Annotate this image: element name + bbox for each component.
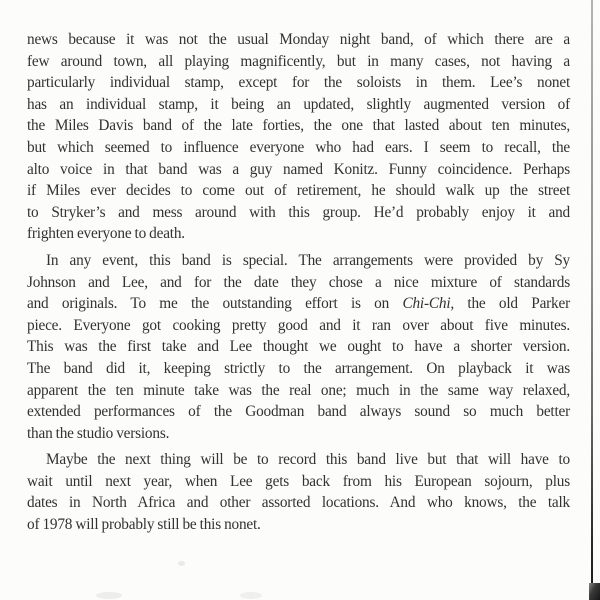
text-line: Johnson and Lee, and for the date they chose a nice mixture of standards: [27, 273, 570, 291]
text-line: [27, 293, 570, 315]
song-title-chi-chi: Chi-Chi,: [402, 295, 455, 313]
text-line: The band did it, keeping strictly to the arrangement. On playback it was: [27, 359, 570, 377]
paragraph-2: [27, 250, 570, 444]
liner-notes-text: [27, 29, 570, 536]
scan-smudge: [178, 561, 185, 566]
text-line: has an individual stamp, it being an updated, slightly augmented version of: [27, 95, 570, 113]
paragraph-3: [27, 449, 570, 535]
text-line: of 1978 will probably still be this nonet.: [27, 516, 261, 534]
text-line: particularly individual stamp, except for the soloists in them. Lee’s nonet: [27, 74, 570, 92]
text-segment: the old Parker: [454, 295, 570, 313]
text-line: but which seemed to influence everyone who had ears. I seem to recall, the: [27, 138, 570, 156]
text-line: wait until next year, when Lee gets back from his European sojourn, plus: [27, 472, 570, 490]
text-line: if Miles ever decides to come out of retirement, he should walk up the street: [27, 182, 570, 200]
text-line: Maybe the next thing will be to record this band live but that will have to: [46, 451, 570, 469]
text-line: apparent the ten minute take was the real one; much in the same way relaxed,: [27, 381, 570, 399]
text-line: This was the first take and Lee thought we ought to have a shorter version.: [27, 338, 570, 356]
scan-smudge: [240, 592, 262, 599]
text-line: alto voice in that band was a guy named Konitz. Funny coincidence. Perhaps: [27, 160, 570, 178]
text-line: extended performances of the Goodman band always sound so much better: [27, 403, 570, 421]
text-line: the Miles Davis band of the late forties, the one that lasted about ten minutes,: [27, 117, 570, 135]
text-line: to Stryker’s and mess around with this group. He’d probably enjoy it and: [27, 203, 570, 221]
paragraph-1: [27, 29, 570, 245]
scan-smudge: [96, 592, 122, 599]
text-line: frighten everyone to death.: [27, 225, 185, 243]
text-line: piece. Everyone got cooking pretty good and it ran over about five minutes.: [27, 316, 570, 334]
text-segment: and originals. To me the outstanding effort is on: [27, 295, 403, 313]
scan-page-edge-line: [591, 0, 593, 586]
text-line: dates in North Africa and other assorted locations. And who knows, the talk: [27, 494, 570, 512]
text-line: news because it was not the usual Monday night band, of which there are a: [27, 31, 570, 48]
text-line: In any event, this band is special. The arrangements were provided by Sy: [46, 251, 570, 269]
scan-corner-mark: [589, 583, 600, 600]
text-line: than the studio versions.: [27, 424, 170, 442]
text-line: few around town, all playing magnificently, but in many cases, not having a: [27, 52, 570, 70]
